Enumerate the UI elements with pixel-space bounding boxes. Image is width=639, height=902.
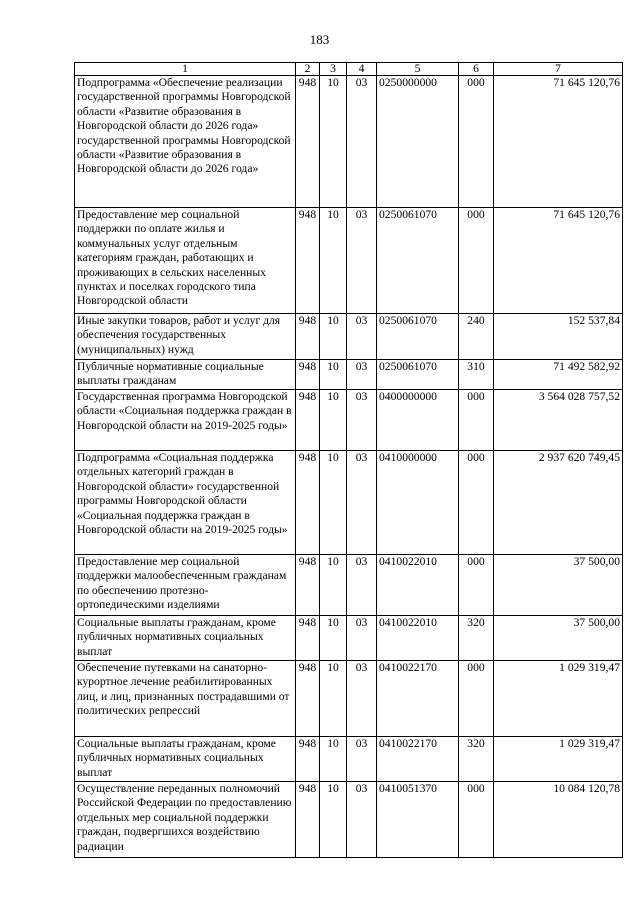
- cell-subsection: 03: [347, 737, 377, 782]
- budget-table: [74, 62, 623, 858]
- cell-amount: 10 084 120,78: [494, 782, 623, 858]
- cell-subsection: 03: [347, 360, 377, 390]
- cell-expense-type: 000: [459, 76, 494, 208]
- cell-target-article: 0410000000: [377, 451, 459, 555]
- row-name: Обеспечение путевками на санаторно-курортное лечение реабилитированных лиц, и лиц, признанных пострадавшими от политических репрессий: [75, 661, 296, 737]
- cell-ministry-code: 948: [296, 555, 320, 616]
- row-name: Государственная программа Новгородской области «Социальная поддержка граждан в Новгородской области на 2019-2025 годы»: [75, 390, 296, 451]
- cell-section: 10: [320, 76, 347, 208]
- cell-subsection: 03: [347, 208, 377, 314]
- row-name: Предоставление мер социальной поддержки по оплате жилья и коммунальных услуг отдельным категориям граждан, работающих и проживающих в сельских населенных пунктах и поселках городского типа Новгородской области: [75, 208, 296, 314]
- cell-target-article: 0250061070: [377, 314, 459, 360]
- column-header-7: 7: [494, 63, 623, 76]
- cell-ministry-code: 948: [296, 390, 320, 451]
- cell-amount: 152 537,84: [494, 314, 623, 360]
- page-number: 183: [309, 32, 330, 47]
- cell-subsection: 03: [347, 661, 377, 737]
- cell-ministry-code: 948: [296, 76, 320, 208]
- table-row: [75, 76, 623, 208]
- cell-section: 10: [320, 661, 347, 737]
- cell-amount: 37 500,00: [494, 616, 623, 661]
- cell-section: 10: [320, 390, 347, 451]
- row-name: Социальные выплаты гражданам, кроме публичных нормативных социальных выплат: [75, 616, 296, 661]
- cell-expense-type: 320: [459, 737, 494, 782]
- cell-amount: 71 645 120,76: [494, 76, 623, 208]
- cell-ministry-code: 948: [296, 661, 320, 737]
- cell-section: 10: [320, 451, 347, 555]
- table-row: [75, 360, 623, 390]
- cell-target-article: 0250061070: [377, 208, 459, 314]
- column-header-5: 5: [377, 63, 459, 76]
- cell-ministry-code: 948: [296, 737, 320, 782]
- cell-expense-type: 000: [459, 208, 494, 314]
- cell-amount: 71 645 120,76: [494, 208, 623, 314]
- row-name: Осуществление переданных полномочий Российской Федерации по предоставлению отдельных мер социальной поддержки граждан, подвергшихся воздействию радиации: [75, 782, 296, 858]
- cell-subsection: 03: [347, 76, 377, 208]
- cell-target-article: 0400000000: [377, 390, 459, 451]
- cell-subsection: 03: [347, 555, 377, 616]
- cell-expense-type: 000: [459, 451, 494, 555]
- cell-target-article: 0250061070: [377, 360, 459, 390]
- cell-section: 10: [320, 360, 347, 390]
- table-row: [75, 661, 623, 737]
- table-row: [75, 555, 623, 616]
- cell-subsection: 03: [347, 451, 377, 555]
- cell-ministry-code: 948: [296, 782, 320, 858]
- cell-expense-type: 000: [459, 555, 494, 616]
- column-header-3: 3: [320, 63, 347, 76]
- cell-subsection: 03: [347, 390, 377, 451]
- cell-ministry-code: 948: [296, 616, 320, 661]
- table-row: [75, 314, 623, 360]
- cell-section: 10: [320, 314, 347, 360]
- cell-expense-type: 000: [459, 661, 494, 737]
- cell-target-article: 0410051370: [377, 782, 459, 858]
- row-name: Подпрограмма «Социальная поддержка отдельных категорий граждан в Новгородской области» государственной программы Новгородской области «Социальная поддержка граждан в Новгородской области на 2019-2025 годы»: [75, 451, 296, 555]
- cell-target-article: 0410022010: [377, 616, 459, 661]
- row-name: Публичные нормативные социальные выплаты гражданам: [75, 360, 296, 390]
- column-header-1: 1: [75, 63, 296, 76]
- column-header-4: 4: [347, 63, 377, 76]
- cell-section: 10: [320, 616, 347, 661]
- cell-section: 10: [320, 555, 347, 616]
- cell-target-article: 0410022170: [377, 737, 459, 782]
- cell-expense-type: 310: [459, 360, 494, 390]
- cell-ministry-code: 948: [296, 208, 320, 314]
- cell-target-article: 0410022010: [377, 555, 459, 616]
- table-row: [75, 208, 623, 314]
- cell-expense-type: 000: [459, 390, 494, 451]
- cell-amount: 37 500,00: [494, 555, 623, 616]
- table-row: [75, 390, 623, 451]
- cell-subsection: 03: [347, 782, 377, 858]
- table-row: [75, 782, 623, 858]
- row-name: Подпрограмма «Обеспечение реализации государственной программы Новгородской области «Развитие образования в Новгородской области до 2026 года» государственной программы Новгородской области «Развитие образования в Новгородской области до 2026 года»: [75, 76, 296, 208]
- cell-section: 10: [320, 737, 347, 782]
- row-name: Предоставление мер социальной поддержки малообеспеченным гражданам по обеспечению протезно-ортопедическими изделиями: [75, 555, 296, 616]
- cell-subsection: 03: [347, 616, 377, 661]
- cell-amount: 2 937 620 749,45: [494, 451, 623, 555]
- cell-section: 10: [320, 782, 347, 858]
- row-name: Иные закупки товаров, работ и услуг для обеспечения государственных (муниципальных) нужд: [75, 314, 296, 360]
- table-row: [75, 616, 623, 661]
- cell-ministry-code: 948: [296, 360, 320, 390]
- cell-ministry-code: 948: [296, 451, 320, 555]
- column-header-2: 2: [296, 63, 320, 76]
- table-header-row: [75, 63, 623, 76]
- column-header-6: 6: [459, 63, 494, 76]
- cell-expense-type: 320: [459, 616, 494, 661]
- cell-section: 10: [320, 208, 347, 314]
- cell-amount: 71 492 582,92: [494, 360, 623, 390]
- cell-amount: 1 029 319,47: [494, 737, 623, 782]
- cell-expense-type: 240: [459, 314, 494, 360]
- cell-target-article: 0410022170: [377, 661, 459, 737]
- cell-ministry-code: 948: [296, 314, 320, 360]
- table-row: [75, 737, 623, 782]
- cell-target-article: 0250000000: [377, 76, 459, 208]
- cell-subsection: 03: [347, 314, 377, 360]
- cell-amount: 3 564 028 757,52: [494, 390, 623, 451]
- cell-amount: 1 029 319,47: [494, 661, 623, 737]
- table-row: [75, 451, 623, 555]
- cell-expense-type: 000: [459, 782, 494, 858]
- row-name: Социальные выплаты гражданам, кроме публичных нормативных социальных выплат: [75, 737, 296, 782]
